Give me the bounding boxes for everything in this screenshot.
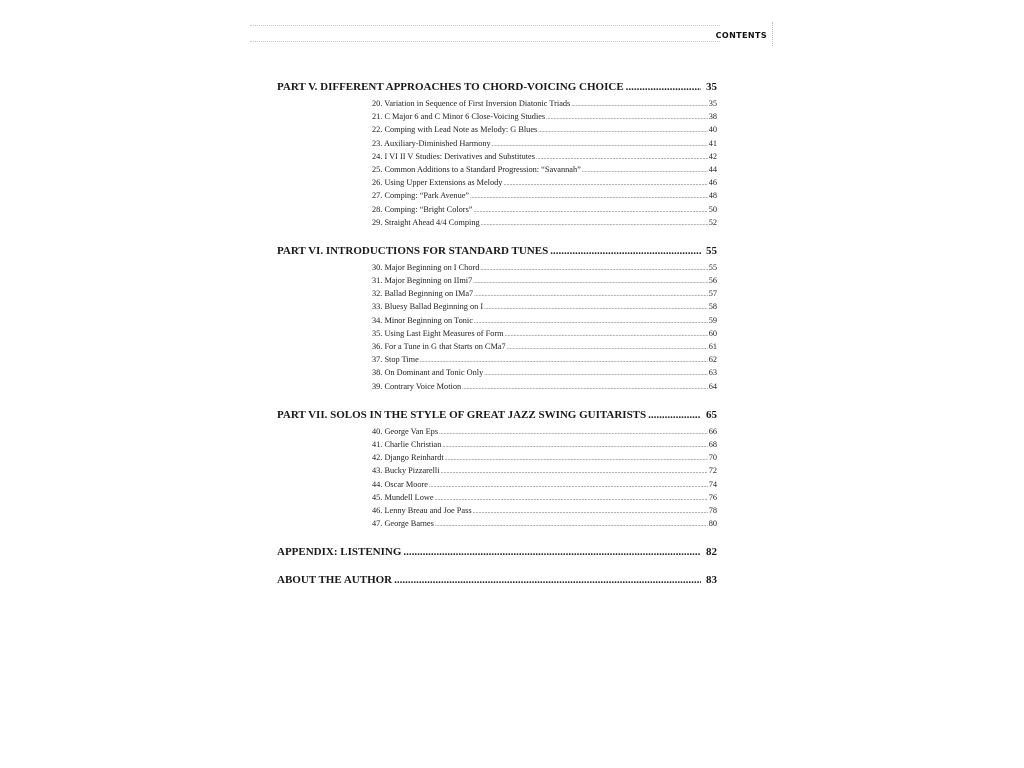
dot-leader xyxy=(462,382,708,395)
entry-label: 38. On Dominant and Tonic Only xyxy=(372,368,484,378)
part-entries xyxy=(372,97,717,229)
toc-part xyxy=(277,406,717,531)
entry-label: 20. Variation in Sequence of First Inversion Diatonic Triads xyxy=(372,99,571,108)
toc-entry xyxy=(372,261,717,274)
toc-entry xyxy=(372,366,717,379)
toc-entry xyxy=(372,216,717,229)
entry-page-number: 57 xyxy=(708,289,717,299)
part-heading xyxy=(277,242,717,260)
about-page-number: 83 xyxy=(706,574,717,587)
part-heading xyxy=(277,406,717,424)
entry-label: 26. Using Upper Extensions as Melody xyxy=(372,178,503,188)
toc-entry xyxy=(372,163,717,176)
appendix-title: APPENDIX: LISTENING xyxy=(277,546,402,559)
about-heading xyxy=(277,571,717,589)
entry-page-number: 68 xyxy=(708,439,717,449)
dot-leader xyxy=(626,78,701,96)
entry-page-number: 62 xyxy=(708,355,717,365)
dot-leader xyxy=(394,571,701,589)
toc-entry xyxy=(372,504,717,517)
entry-label: 39. Contrary Voice Motion xyxy=(372,381,462,391)
dot-leader xyxy=(505,329,708,342)
entry-label: 23. Auxiliary-Diminished Harmony xyxy=(372,138,491,148)
part-page-number: 55 xyxy=(706,244,717,257)
header-margin-rule xyxy=(772,22,774,46)
dot-leader xyxy=(403,543,701,561)
entry-label: 37. Stop Time xyxy=(372,355,419,365)
toc-entry xyxy=(372,353,717,366)
entry-label: 45. Mundell Lowe xyxy=(372,492,434,502)
entry-label: 44. Oscar Moore xyxy=(372,479,428,489)
toc-entry xyxy=(372,451,717,464)
dot-leader xyxy=(503,178,707,191)
toc-entry xyxy=(372,287,717,300)
dot-leader xyxy=(571,99,707,112)
part-entries xyxy=(372,425,717,531)
entry-page-number: 58 xyxy=(708,302,717,312)
dot-leader xyxy=(473,276,707,289)
part-page-number: 65 xyxy=(706,408,717,421)
appendix-page-number: 82 xyxy=(706,546,717,559)
part-page-number: 35 xyxy=(706,81,717,93)
part-title: PART V. DIFFERENT APPROACHES TO CHORD-VOICING CHOICE xyxy=(277,81,624,93)
dot-leader xyxy=(442,440,707,453)
entry-label: 43. Bucky Pizzarelli xyxy=(372,466,440,476)
toc-entry xyxy=(372,123,717,136)
dot-leader xyxy=(429,480,708,493)
entry-label: 24. I VI II V Studies: Derivatives and Substitutes xyxy=(372,151,535,161)
entry-page-number: 60 xyxy=(708,328,717,338)
entry-label: 21. C Major 6 and C Minor 6 Close-Voicing Studies xyxy=(372,112,546,122)
toc-entry xyxy=(372,464,717,477)
entry-page-number: 72 xyxy=(708,466,717,476)
entry-page-number: 55 xyxy=(708,262,717,272)
entry-label: 42. Django Reinhardt xyxy=(372,453,444,463)
entry-page-number: 61 xyxy=(708,342,717,351)
entry-page-number: 46 xyxy=(708,178,717,188)
entry-page-number: 35 xyxy=(708,99,717,108)
toc-entry xyxy=(372,176,717,189)
entry-label: 22. Comping with Lead Note as Melody: G Blues xyxy=(372,125,538,135)
toc-entry xyxy=(372,380,717,393)
table-of-contents xyxy=(277,78,717,599)
entry-page-number: 50 xyxy=(708,204,717,214)
toc-entry xyxy=(372,150,717,163)
dot-leader xyxy=(648,406,701,424)
dot-leader xyxy=(441,466,708,479)
toc-entry xyxy=(372,478,717,491)
entry-page-number: 44 xyxy=(708,164,717,174)
entry-label: 41. Charlie Christian xyxy=(372,439,442,449)
entry-label: 32. Ballad Beginning on IMa7 xyxy=(372,289,474,299)
entry-page-number: 52 xyxy=(708,217,717,227)
entry-page-number: 41 xyxy=(708,138,717,148)
page-header xyxy=(250,22,775,48)
dot-leader xyxy=(582,165,708,178)
dot-leader xyxy=(507,342,708,355)
dot-leader xyxy=(435,519,708,532)
entry-page-number: 59 xyxy=(708,315,717,325)
toc-entry xyxy=(372,110,717,123)
toc-entry xyxy=(372,438,717,451)
entry-page-number: 40 xyxy=(708,125,717,135)
running-head: CONTENTS xyxy=(715,31,767,40)
entry-page-number: 78 xyxy=(708,505,717,515)
dot-leader xyxy=(470,191,708,204)
toc-entry xyxy=(372,97,717,110)
toc-entry xyxy=(372,203,717,216)
toc-entry xyxy=(372,491,717,504)
entry-page-number: 42 xyxy=(708,151,717,161)
dot-leader xyxy=(546,112,708,125)
toc-entry xyxy=(372,274,717,287)
appendix-heading xyxy=(277,543,717,561)
toc-entry xyxy=(372,340,717,353)
entry-page-number: 70 xyxy=(708,453,717,463)
about-title: ABOUT THE AUTHOR xyxy=(277,574,393,587)
entry-label: 36. For a Tune in G that Starts on CMa7 xyxy=(372,342,506,351)
entry-page-number: 63 xyxy=(708,368,717,378)
entry-page-number: 56 xyxy=(708,276,717,286)
toc-entry xyxy=(372,425,717,438)
toc-part xyxy=(277,78,717,229)
entry-page-number: 76 xyxy=(708,492,717,502)
entry-label: 35. Using Last Eight Measures of Form xyxy=(372,328,504,338)
entry-page-number: 64 xyxy=(708,381,717,391)
entry-label: 31. Major Beginning on IImi7 xyxy=(372,276,473,286)
entry-label: 47. George Barnes xyxy=(372,519,434,529)
entry-label: 46. Lenny Breau and Joe Pass xyxy=(372,505,472,515)
entry-label: 30. Major Beginning on I Chord xyxy=(372,262,480,272)
dot-leader xyxy=(484,368,707,381)
entry-label: 28. Comping: “Bright Colors” xyxy=(372,204,473,214)
part-entries xyxy=(372,261,717,393)
dot-leader xyxy=(474,289,708,302)
toc-entry xyxy=(372,137,717,150)
header-scan-line xyxy=(250,41,720,43)
toc-entry xyxy=(372,314,717,327)
toc-entry xyxy=(372,327,717,340)
entry-label: 40. George Van Eps xyxy=(372,426,439,436)
header-scan-line xyxy=(250,25,720,27)
entry-page-number: 38 xyxy=(708,112,717,122)
dot-leader xyxy=(473,205,707,218)
toc-part xyxy=(277,242,717,393)
entry-page-number: 80 xyxy=(708,519,717,529)
entry-label: 34. Minor Beginning on Tonic xyxy=(372,315,473,325)
toc-appendix xyxy=(277,543,717,561)
dot-leader xyxy=(435,493,708,506)
entry-page-number: 74 xyxy=(708,479,717,489)
toc-entry xyxy=(372,189,717,202)
entry-label: 27. Comping: “Park Avenue” xyxy=(372,191,470,201)
dot-leader xyxy=(538,125,707,138)
dot-leader xyxy=(474,316,708,329)
dot-leader xyxy=(473,506,708,519)
dot-leader xyxy=(445,453,708,466)
part-heading xyxy=(277,78,717,96)
toc-about-author xyxy=(277,571,717,589)
part-title: PART VI. INTRODUCTIONS FOR STANDARD TUNES xyxy=(277,244,549,257)
entry-page-number: 48 xyxy=(708,191,717,201)
entry-label: 33. Bluesy Ballad Beginning on I xyxy=(372,302,484,312)
toc-entry xyxy=(372,300,717,313)
entry-label: 29. Straight Ahead 4/4 Comping xyxy=(372,217,480,227)
dot-leader xyxy=(481,218,708,231)
toc-entry xyxy=(372,517,717,530)
entry-label: 25. Common Additions to a Standard Progression: “Savannah” xyxy=(372,164,581,174)
part-title: PART VII. SOLOS IN THE STYLE OF GREAT JAZZ SWING GUITARISTS xyxy=(277,408,647,421)
dot-leader xyxy=(550,242,701,260)
entry-page-number: 66 xyxy=(708,426,717,436)
dot-leader xyxy=(439,427,708,440)
dot-leader xyxy=(484,302,708,315)
dot-leader xyxy=(480,263,707,276)
